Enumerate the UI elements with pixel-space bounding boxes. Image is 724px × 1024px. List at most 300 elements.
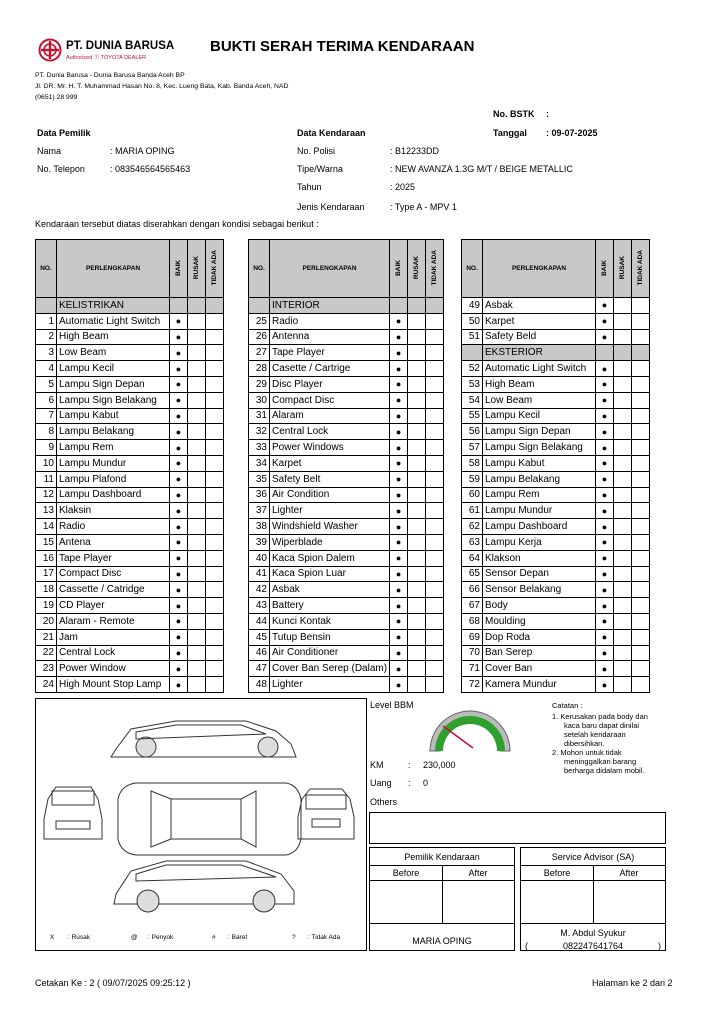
check-baik[interactable]: ● xyxy=(390,629,408,645)
check-rusak[interactable] xyxy=(188,629,206,645)
table-row xyxy=(462,376,650,392)
check-rusak[interactable] xyxy=(188,408,206,424)
sa-sign-name: M. Abdul Syukur xyxy=(560,928,626,938)
check-tidak[interactable] xyxy=(632,519,650,535)
check-baik[interactable]: ● xyxy=(596,298,614,314)
check-baik[interactable]: ● xyxy=(390,598,408,614)
check-baik[interactable]: ● xyxy=(390,566,408,582)
check-baik[interactable]: ● xyxy=(390,677,408,693)
check-rusak[interactable] xyxy=(188,471,206,487)
check-baik[interactable]: ● xyxy=(596,645,614,661)
check-tidak[interactable] xyxy=(206,566,224,582)
check-rusak[interactable] xyxy=(188,361,206,377)
check-baik[interactable]: ● xyxy=(596,408,614,424)
owner-phone-label: No. Telepon xyxy=(37,164,85,174)
check-rusak[interactable] xyxy=(188,313,206,329)
check-rusak[interactable] xyxy=(408,629,426,645)
row-item-name: Alaram xyxy=(270,408,390,424)
table-row xyxy=(462,408,650,424)
row-item-name: Power Windows xyxy=(270,440,390,456)
table-row xyxy=(36,392,224,408)
check-baik[interactable]: ● xyxy=(390,661,408,677)
row-number: 71 xyxy=(462,661,483,677)
check-tidak[interactable] xyxy=(206,613,224,629)
table-row xyxy=(249,376,444,392)
check-rusak[interactable] xyxy=(408,361,426,377)
check-rusak[interactable] xyxy=(614,298,632,314)
check-baik[interactable]: ● xyxy=(170,503,188,519)
check-rusak[interactable] xyxy=(188,534,206,550)
check-rusak[interactable] xyxy=(408,613,426,629)
check-baik[interactable]: ● xyxy=(170,329,188,345)
row-number: 16 xyxy=(36,550,57,566)
check-tidak[interactable] xyxy=(426,313,444,329)
row-item-name: Body xyxy=(483,598,596,614)
check-tidak[interactable] xyxy=(632,582,650,598)
check-rusak[interactable] xyxy=(614,329,632,345)
row-number: 40 xyxy=(249,550,270,566)
check-rusak[interactable] xyxy=(614,376,632,392)
check-tidak[interactable] xyxy=(632,661,650,677)
check-baik[interactable]: ● xyxy=(170,408,188,424)
check-rusak[interactable] xyxy=(408,408,426,424)
check-baik[interactable]: ● xyxy=(596,550,614,566)
check-tidak[interactable] xyxy=(206,487,224,503)
check-baik[interactable]: ● xyxy=(390,392,408,408)
check-baik[interactable]: ● xyxy=(596,361,614,377)
check-tidak[interactable] xyxy=(426,629,444,645)
check-baik[interactable]: ● xyxy=(596,613,614,629)
check-baik[interactable]: ● xyxy=(390,534,408,550)
check-baik[interactable]: ● xyxy=(170,392,188,408)
check-tidak[interactable] xyxy=(426,534,444,550)
row-item-name: Lampu Kabut xyxy=(57,408,170,424)
check-tidak[interactable] xyxy=(206,519,224,535)
check-tidak[interactable] xyxy=(632,487,650,503)
row-item-name: Central Lock xyxy=(270,424,390,440)
check-baik[interactable]: ● xyxy=(596,661,614,677)
check-rusak[interactable] xyxy=(614,313,632,329)
fuel-gauge-icon xyxy=(425,696,515,756)
check-baik[interactable]: ● xyxy=(390,550,408,566)
check-baik[interactable]: ● xyxy=(390,440,408,456)
check-tidak[interactable] xyxy=(426,661,444,677)
check-rusak[interactable] xyxy=(408,313,426,329)
table-row xyxy=(36,313,224,329)
row-item-name: Windshield Washer xyxy=(270,519,390,535)
check-rusak[interactable] xyxy=(188,566,206,582)
row-number: 51 xyxy=(462,329,483,345)
check-baik[interactable]: ● xyxy=(170,424,188,440)
check-rusak[interactable] xyxy=(408,661,426,677)
check-rusak[interactable] xyxy=(614,645,632,661)
check-tidak[interactable] xyxy=(426,455,444,471)
check-rusak[interactable] xyxy=(188,487,206,503)
check-rusak[interactable] xyxy=(188,424,206,440)
legend-tidak-ada: : Tidak Ada xyxy=(308,934,341,941)
check-rusak[interactable] xyxy=(614,455,632,471)
check-tidak[interactable] xyxy=(632,613,650,629)
check-baik[interactable]: ● xyxy=(170,661,188,677)
check-rusak[interactable] xyxy=(408,424,426,440)
check-rusak[interactable] xyxy=(408,566,426,582)
check-baik[interactable]: ● xyxy=(596,329,614,345)
check-baik[interactable]: ● xyxy=(170,645,188,661)
check-rusak[interactable] xyxy=(408,487,426,503)
check-rusak[interactable] xyxy=(408,376,426,392)
check-baik[interactable]: ● xyxy=(596,424,614,440)
check-baik[interactable]: ● xyxy=(390,582,408,598)
kelistrikan-section-row xyxy=(36,298,224,314)
eksterior-header-baik: BAIK xyxy=(596,240,614,298)
check-baik[interactable]: ● xyxy=(170,677,188,693)
check-tidak[interactable] xyxy=(206,645,224,661)
check-baik[interactable]: ● xyxy=(390,424,408,440)
check-tidak[interactable] xyxy=(206,534,224,550)
dealer-address: Jl. DR. Mr. H. T. Muhammad Hasan No. 8, Kec. Lueng Bata, Kab. Banda Aceh, NAD xyxy=(35,83,289,90)
check-tidak[interactable] xyxy=(426,329,444,345)
company-logo-text: PT. DUNIA BARUSA xyxy=(66,40,175,52)
check-rusak[interactable] xyxy=(614,598,632,614)
table-row xyxy=(462,566,650,582)
check-rusak[interactable] xyxy=(614,550,632,566)
check-tidak[interactable] xyxy=(632,629,650,645)
check-tidak[interactable] xyxy=(632,534,650,550)
dealer-phone: (0651) 28 999 xyxy=(35,94,78,101)
check-rusak[interactable] xyxy=(188,376,206,392)
check-tidak[interactable] xyxy=(426,677,444,693)
check-baik[interactable]: ● xyxy=(170,582,188,598)
check-tidak[interactable] xyxy=(632,455,650,471)
check-baik[interactable]: ● xyxy=(170,440,188,456)
checklist-table-kelistrikan xyxy=(35,239,224,693)
check-rusak[interactable] xyxy=(614,471,632,487)
check-baik[interactable]: ● xyxy=(596,503,614,519)
check-baik[interactable]: ● xyxy=(596,376,614,392)
check-rusak[interactable] xyxy=(408,598,426,614)
page-info: Halaman ke 2 dari 2 xyxy=(592,978,673,988)
check-tidak[interactable] xyxy=(426,503,444,519)
check-baik[interactable]: ● xyxy=(390,313,408,329)
check-tidak[interactable] xyxy=(426,566,444,582)
check-tidak[interactable] xyxy=(426,550,444,566)
check-baik[interactable]: ● xyxy=(390,408,408,424)
check-rusak[interactable] xyxy=(614,503,632,519)
check-tidak[interactable] xyxy=(632,361,650,377)
check-tidak[interactable] xyxy=(206,471,224,487)
check-rusak[interactable] xyxy=(614,613,632,629)
table-row xyxy=(36,550,224,566)
check-baik[interactable]: ● xyxy=(170,487,188,503)
check-rusak[interactable] xyxy=(188,392,206,408)
check-baik[interactable]: ● xyxy=(390,487,408,503)
check-baik[interactable]: ● xyxy=(170,471,188,487)
row-number: 24 xyxy=(36,677,57,693)
check-tidak[interactable] xyxy=(206,408,224,424)
check-rusak[interactable] xyxy=(614,677,632,693)
table-row xyxy=(249,677,444,693)
row-item-name: Antenna xyxy=(270,329,390,345)
interior-header-item: PERLENGKAPAN xyxy=(270,240,390,298)
check-tidak[interactable] xyxy=(632,392,650,408)
check-rusak[interactable] xyxy=(408,440,426,456)
check-tidak[interactable] xyxy=(632,677,650,693)
check-baik[interactable]: ● xyxy=(170,629,188,645)
check-baik[interactable]: ● xyxy=(170,598,188,614)
row-number: 5 xyxy=(36,376,57,392)
check-tidak[interactable] xyxy=(206,598,224,614)
check-tidak[interactable] xyxy=(426,645,444,661)
row-number: 15 xyxy=(36,534,57,550)
check-baik[interactable]: ● xyxy=(170,519,188,535)
check-tidak[interactable] xyxy=(206,550,224,566)
check-baik[interactable]: ● xyxy=(170,455,188,471)
check-tidak[interactable] xyxy=(206,677,224,693)
check-rusak[interactable] xyxy=(614,392,632,408)
check-tidak[interactable] xyxy=(426,487,444,503)
check-rusak[interactable] xyxy=(614,487,632,503)
sa-after-label: After xyxy=(619,868,639,878)
row-number: 48 xyxy=(249,677,270,693)
car-outline-icon xyxy=(36,699,366,919)
owner-signature-box xyxy=(369,847,515,951)
check-rusak[interactable] xyxy=(188,582,206,598)
table-row xyxy=(36,677,224,693)
check-baik[interactable]: ● xyxy=(390,503,408,519)
check-baik[interactable]: ● xyxy=(390,376,408,392)
check-baik[interactable]: ● xyxy=(390,613,408,629)
check-tidak[interactable] xyxy=(632,471,650,487)
check-baik[interactable]: ● xyxy=(170,376,188,392)
check-rusak[interactable] xyxy=(408,329,426,345)
row-item-name: Asbak xyxy=(270,582,390,598)
check-rusak[interactable] xyxy=(188,345,206,361)
check-tidak[interactable] xyxy=(426,440,444,456)
kelistrikan-header-tidak: TIDAK ADA xyxy=(206,240,224,298)
check-baik[interactable]: ● xyxy=(390,645,408,661)
note-2b: meninggalkan barang xyxy=(564,757,637,766)
row-item-name: Lampu Sign Belakang xyxy=(483,440,596,456)
check-baik[interactable]: ● xyxy=(596,534,614,550)
table-row xyxy=(249,582,444,598)
row-number: 57 xyxy=(462,440,483,456)
check-tidak[interactable] xyxy=(426,376,444,392)
check-rusak[interactable] xyxy=(614,629,632,645)
check-rusak[interactable] xyxy=(408,645,426,661)
check-rusak[interactable] xyxy=(614,408,632,424)
check-rusak[interactable] xyxy=(408,550,426,566)
check-baik[interactable]: ● xyxy=(596,566,614,582)
check-baik[interactable]: ● xyxy=(390,329,408,345)
check-tidak[interactable] xyxy=(426,471,444,487)
check-tidak[interactable] xyxy=(426,613,444,629)
row-number: 21 xyxy=(36,629,57,645)
check-rusak[interactable] xyxy=(188,440,206,456)
check-tidak[interactable] xyxy=(632,376,650,392)
check-baik[interactable]: ● xyxy=(596,677,614,693)
row-number: 20 xyxy=(36,613,57,629)
check-rusak[interactable] xyxy=(408,519,426,535)
check-rusak[interactable] xyxy=(408,503,426,519)
row-item-name: High Beam xyxy=(57,329,170,345)
check-tidak[interactable] xyxy=(632,408,650,424)
check-tidak[interactable] xyxy=(426,408,444,424)
check-rusak[interactable] xyxy=(188,677,206,693)
check-rusak[interactable] xyxy=(614,424,632,440)
check-tidak[interactable] xyxy=(632,424,650,440)
check-baik[interactable]: ● xyxy=(596,487,614,503)
check-baik[interactable]: ● xyxy=(596,392,614,408)
row-item-name: Lampu Belakang xyxy=(57,424,170,440)
check-baik[interactable]: ● xyxy=(596,582,614,598)
row-item-name: Lampu Belakang xyxy=(483,471,596,487)
check-tidak[interactable] xyxy=(426,361,444,377)
check-tidak[interactable] xyxy=(632,550,650,566)
table-row xyxy=(36,661,224,677)
check-baik[interactable]: ● xyxy=(170,313,188,329)
check-tidak[interactable] xyxy=(206,629,224,645)
table-row xyxy=(36,503,224,519)
check-baik[interactable]: ● xyxy=(390,471,408,487)
check-tidak[interactable] xyxy=(632,566,650,582)
check-rusak[interactable] xyxy=(408,392,426,408)
check-tidak[interactable] xyxy=(426,598,444,614)
check-rusak[interactable] xyxy=(188,598,206,614)
table-row xyxy=(249,534,444,550)
check-rusak[interactable] xyxy=(188,503,206,519)
check-rusak[interactable] xyxy=(188,519,206,535)
check-rusak[interactable] xyxy=(188,645,206,661)
row-item-name: Radio xyxy=(270,313,390,329)
check-rusak[interactable] xyxy=(188,455,206,471)
check-tidak[interactable] xyxy=(426,392,444,408)
row-number: 29 xyxy=(249,376,270,392)
check-baik[interactable]: ● xyxy=(596,519,614,535)
tanggal-value: : 09-07-2025 xyxy=(546,128,598,138)
check-baik[interactable]: ● xyxy=(596,455,614,471)
check-baik[interactable]: ● xyxy=(170,534,188,550)
check-rusak[interactable] xyxy=(408,582,426,598)
check-tidak[interactable] xyxy=(632,298,650,314)
check-tidak[interactable] xyxy=(632,503,650,519)
check-rusak[interactable] xyxy=(614,361,632,377)
row-number: 70 xyxy=(462,645,483,661)
row-number: 67 xyxy=(462,598,483,614)
check-tidak[interactable] xyxy=(206,313,224,329)
check-rusak[interactable] xyxy=(188,329,206,345)
check-rusak[interactable] xyxy=(408,677,426,693)
notes-title: Catatan : xyxy=(552,701,583,710)
check-tidak[interactable] xyxy=(206,361,224,377)
row-number: 43 xyxy=(249,598,270,614)
note-2: 2. Mohon untuk tidak xyxy=(552,748,622,757)
row-item-name: Air Condition xyxy=(270,487,390,503)
row-item-name: Low Beam xyxy=(57,345,170,361)
check-rusak[interactable] xyxy=(614,519,632,535)
check-tidak[interactable] xyxy=(206,376,224,392)
check-baik[interactable]: ● xyxy=(596,598,614,614)
check-tidak[interactable] xyxy=(426,424,444,440)
row-number: 32 xyxy=(249,424,270,440)
check-tidak[interactable] xyxy=(206,345,224,361)
check-rusak[interactable] xyxy=(408,345,426,361)
table-row xyxy=(36,566,224,582)
row-number: 41 xyxy=(249,566,270,582)
check-baik[interactable]: ● xyxy=(596,440,614,456)
check-tidak[interactable] xyxy=(206,503,224,519)
check-tidak[interactable] xyxy=(206,455,224,471)
check-tidak[interactable] xyxy=(632,313,650,329)
check-tidak[interactable] xyxy=(206,392,224,408)
check-baik[interactable]: ● xyxy=(390,519,408,535)
check-tidak[interactable] xyxy=(206,329,224,345)
row-number: 50 xyxy=(462,313,483,329)
row-item-name: High Mount Stop Lamp xyxy=(57,677,170,693)
row-item-name: Lampu Rem xyxy=(57,440,170,456)
check-tidak[interactable] xyxy=(632,598,650,614)
check-baik[interactable]: ● xyxy=(390,455,408,471)
check-baik[interactable]: ● xyxy=(170,550,188,566)
check-tidak[interactable] xyxy=(632,440,650,456)
eksterior-header-tidak: TIDAK ADA xyxy=(632,240,650,298)
check-rusak[interactable] xyxy=(614,566,632,582)
check-baik[interactable]: ● xyxy=(170,361,188,377)
check-rusak[interactable] xyxy=(614,582,632,598)
check-rusak[interactable] xyxy=(188,550,206,566)
check-baik[interactable]: ● xyxy=(596,629,614,645)
check-tidak[interactable] xyxy=(206,582,224,598)
check-rusak[interactable] xyxy=(408,534,426,550)
tahun-value: : 2025 xyxy=(390,182,416,192)
row-item-name: Power Window xyxy=(57,661,170,677)
row-item-name: Lampu Dashboard xyxy=(57,487,170,503)
check-rusak[interactable] xyxy=(614,440,632,456)
check-rusak[interactable] xyxy=(614,534,632,550)
eksterior-section-row xyxy=(462,345,650,361)
others-field[interactable] xyxy=(369,812,666,844)
check-tidak[interactable] xyxy=(426,582,444,598)
print-info: Cetakan Ke : 2 ( 09/07/2025 09:25:12 ) xyxy=(35,978,191,988)
row-number: 8 xyxy=(36,424,57,440)
check-baik[interactable]: ● xyxy=(390,345,408,361)
check-baik[interactable]: ● xyxy=(596,313,614,329)
check-rusak[interactable] xyxy=(408,471,426,487)
table-row xyxy=(462,440,650,456)
check-rusak[interactable] xyxy=(614,661,632,677)
row-item-name: Cover Ban xyxy=(483,661,596,677)
check-rusak[interactable] xyxy=(408,455,426,471)
check-tidak[interactable] xyxy=(426,519,444,535)
polisi-value: : B12233DD xyxy=(390,146,440,156)
check-tidak[interactable] xyxy=(206,661,224,677)
check-rusak[interactable] xyxy=(188,613,206,629)
car-damage-diagram xyxy=(35,698,367,951)
check-baik[interactable]: ● xyxy=(390,361,408,377)
table-row xyxy=(36,471,224,487)
check-baik[interactable]: ● xyxy=(170,566,188,582)
row-item-name: Tape Player xyxy=(57,550,170,566)
check-tidak[interactable] xyxy=(206,440,224,456)
check-baik[interactable]: ● xyxy=(170,613,188,629)
check-tidak[interactable] xyxy=(632,645,650,661)
check-baik[interactable]: ● xyxy=(596,471,614,487)
check-tidak[interactable] xyxy=(426,345,444,361)
owner-phone-value: : 083546564565463 xyxy=(110,164,191,174)
check-baik[interactable]: ● xyxy=(170,345,188,361)
check-tidak[interactable] xyxy=(206,424,224,440)
check-tidak[interactable] xyxy=(632,329,650,345)
check-rusak[interactable] xyxy=(188,661,206,677)
